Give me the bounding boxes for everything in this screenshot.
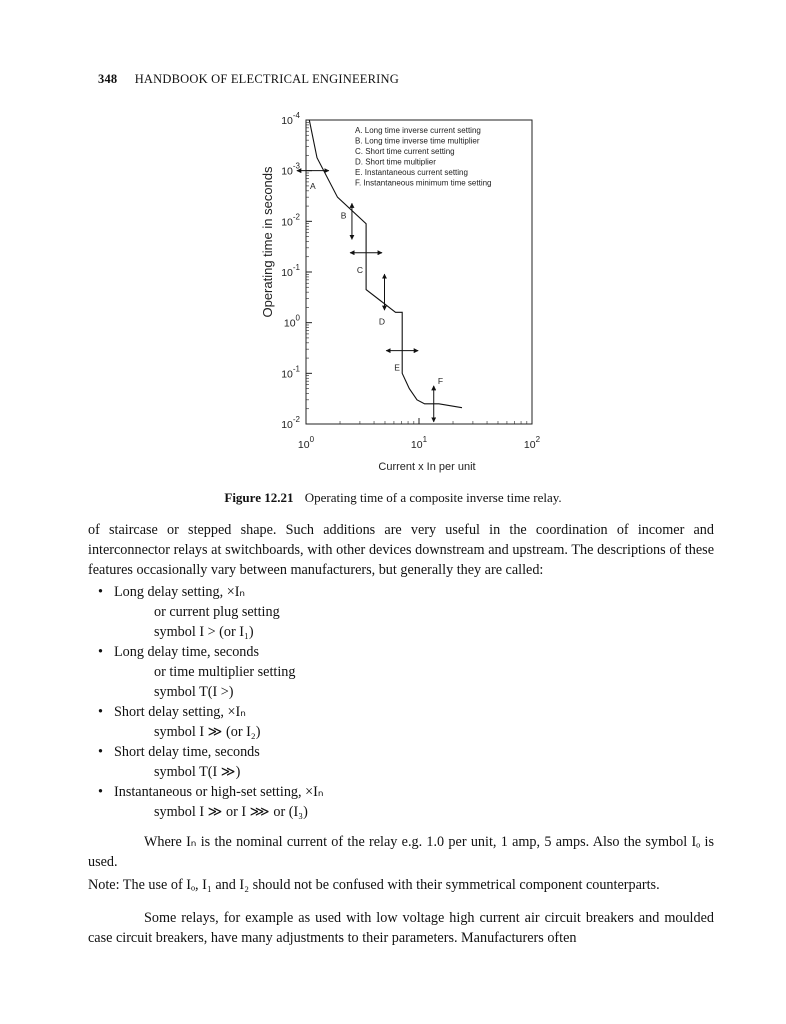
figure-caption xyxy=(0,490,786,506)
relay-time-chart xyxy=(250,104,570,480)
figure-caption-text: Operating time of a composite inverse time relay. xyxy=(304,490,562,505)
y-tick-label xyxy=(281,415,300,431)
y-tick-base: 10 xyxy=(283,317,296,330)
bullet-sub-line: symbol I ≫ or I ⋙ or (I₃) xyxy=(154,804,308,820)
y-tick-base: 10 xyxy=(281,165,293,178)
y-tick-exponent: -2 xyxy=(292,415,300,424)
annotation-label: C xyxy=(356,264,363,275)
bullet-item: • Long delay time, seconds xyxy=(98,642,698,662)
figure-caption-label: Figure 12.21 xyxy=(224,490,294,505)
annotation-a xyxy=(297,171,329,191)
x-tick-base: 10 xyxy=(523,439,536,451)
y-tick-base: 10 xyxy=(281,115,293,127)
annotation-label: E xyxy=(394,362,400,373)
bullet-sub-line: symbol T(I ≫) xyxy=(154,764,241,780)
x-tick-base: 10 xyxy=(410,439,423,451)
bullet-item: • Short delay time, seconds xyxy=(98,742,698,762)
annotation-label: F xyxy=(437,376,444,387)
y-tick-label xyxy=(281,212,300,228)
legend-entry: C. Short time current setting xyxy=(355,147,455,156)
bullet-item: • Short delay setting, ×Iₙ xyxy=(98,702,698,722)
running-title: HANDBOOK OF ELECTRICAL ENGINEERING xyxy=(134,72,399,86)
y-tick-exponent: -4 xyxy=(292,111,300,120)
y-tick-base: 10 xyxy=(281,216,293,229)
y-tick-label xyxy=(281,162,300,178)
bullet-sub-line: symbol I > (or I₁) xyxy=(154,624,254,640)
paragraph-staircase: of staircase or stepped shape. Such additions are very useful in the coordination of incomer and interconnector relays at switchboards, with other devices downstream and upstream. The descriptions of these features occasionally vary between manufacturers, but generally they are called: xyxy=(88,522,714,578)
x-tick-exponent: 0 xyxy=(309,435,315,444)
y-tick-exponent: -2 xyxy=(292,212,300,222)
y-tick-exponent: -3 xyxy=(292,161,300,171)
bullet-sub-line: or time multiplier setting xyxy=(154,664,296,680)
settings-bullet-list xyxy=(98,582,698,822)
legend-entry: B. Long time inverse time multiplier xyxy=(355,136,480,146)
legend-entry: E. Instantaneous current setting xyxy=(355,168,468,177)
bullet-sub-line: symbol T(I >) xyxy=(154,684,234,700)
y-tick-label xyxy=(281,111,300,127)
annotation-f xyxy=(434,376,443,422)
bullet-item: • Instantaneous or high-set setting, ×Iₙ xyxy=(98,782,698,802)
legend-entry: D. Short time multiplier xyxy=(355,157,436,167)
x-tick-exponent: 1 xyxy=(422,435,428,444)
y-tick-base: 10 xyxy=(281,267,293,279)
x-tick-label xyxy=(298,435,315,451)
paragraph-where: Where Iₙ is the nominal current of the relay e.g. 1.0 per unit, 1 amp, 5 amps. Also the symbol Iₒ is used. xyxy=(88,834,714,870)
y-axis-label: Operating time in seconds xyxy=(260,166,275,318)
paragraph-note: Note: The use of Iₒ, I₁ and I₂ should not be confused with their symmetrical component counterparts. xyxy=(88,877,660,893)
x-tick-base: 10 xyxy=(297,439,310,451)
x-tick-label xyxy=(411,435,428,451)
y-tick-label xyxy=(284,314,301,330)
annotation-label: B xyxy=(340,210,347,221)
x-axis-label: Current x In per unit xyxy=(378,461,476,473)
paragraph-some-relays: Some relays, for example as used with low voltage high current air circuit breakers and moulded case circuit breakers, have many adjustments to their parameters. Manufacturers often xyxy=(88,910,714,946)
y-tick-exponent: -1 xyxy=(292,364,300,374)
annotation-label: A xyxy=(310,180,316,191)
page-number: 348 xyxy=(98,72,118,86)
bullet-sub-line: or current plug setting xyxy=(154,604,280,620)
running-header xyxy=(98,72,399,87)
y-tick-base: 10 xyxy=(281,419,293,431)
bullet-sub-line: symbol I ≫ (or I₂) xyxy=(154,724,261,740)
y-tick-base: 10 xyxy=(281,368,293,381)
x-tick-exponent: 2 xyxy=(535,435,541,444)
annotation-label: D xyxy=(378,316,386,327)
bullet-item: • Long delay setting, ×Iₙ xyxy=(98,582,698,602)
x-tick-label xyxy=(524,435,541,451)
y-tick-exponent: -1 xyxy=(292,263,300,272)
legend-entry: A. Long time inverse current setting xyxy=(355,126,481,135)
y-tick-label xyxy=(281,364,300,380)
y-tick-exponent: 0 xyxy=(295,313,300,323)
legend-entry: F. Instantaneous minimum time setting xyxy=(355,178,492,188)
y-tick-label xyxy=(281,263,300,279)
